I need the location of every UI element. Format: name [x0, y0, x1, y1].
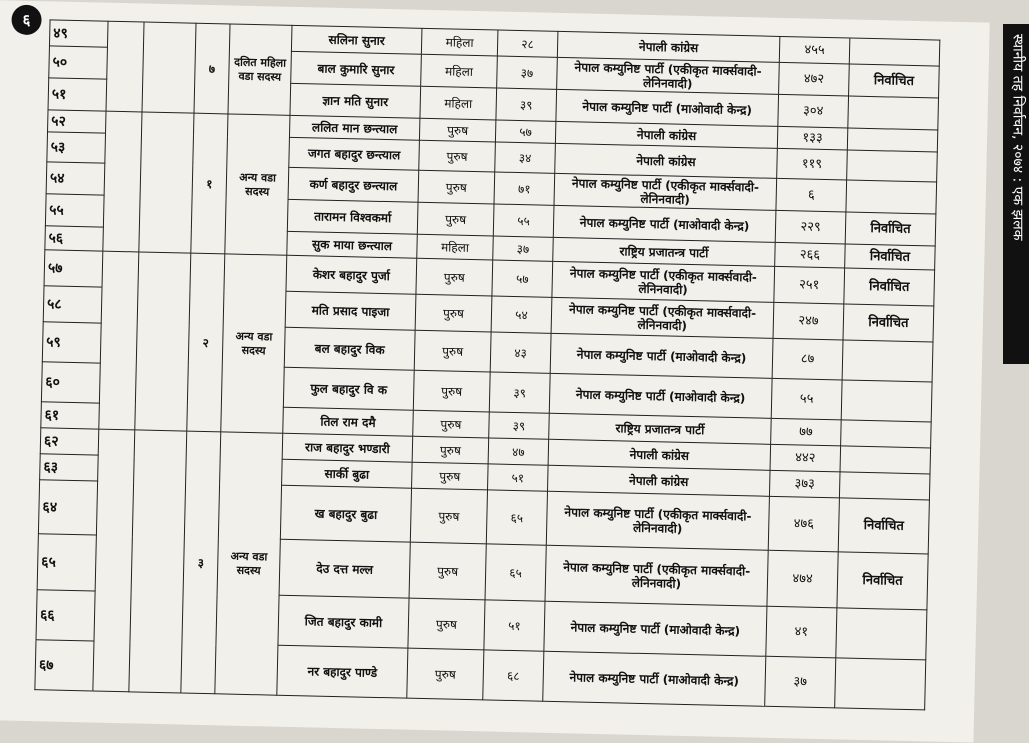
- status: निर्वाचित: [845, 212, 936, 246]
- status: [835, 658, 926, 710]
- gender: पुरुष: [412, 462, 489, 490]
- votes: ११९: [777, 148, 848, 180]
- party: नेपाल कम्युनिष्ट पार्टी (माओवादी केन्द्र): [544, 601, 767, 656]
- age: ७१: [494, 172, 555, 205]
- candidate-name: सुक माया छन्त्याल: [287, 231, 418, 258]
- serial-number: ६५: [37, 534, 96, 591]
- blank-cell: [103, 111, 142, 252]
- candidate-name: सलिना सुनार: [291, 25, 422, 54]
- ward-number: ३: [181, 431, 221, 694]
- candidate-name: बाल कुमारि सुनार: [291, 51, 422, 86]
- serial-number: ५०: [49, 46, 108, 79]
- candidate-name: तिल राम दमै: [283, 407, 414, 436]
- serial-number: ६७: [35, 640, 94, 691]
- votes: ८७: [772, 338, 843, 380]
- candidate-name: राज बहादुर भण्डारी: [282, 433, 413, 462]
- blank-cell: [142, 22, 196, 113]
- gender: पुरुष: [419, 118, 495, 142]
- age: ५५: [493, 204, 554, 237]
- party: राष्ट्रिय प्रजातन्त्र पार्टी: [553, 237, 775, 266]
- serial-number: ५६: [45, 226, 104, 251]
- votes: ३७३: [769, 470, 840, 498]
- party: नेपाल कम्युनिष्ट पार्टी (एकीकृत मार्क्सवादी-लेनिनवादी): [552, 261, 775, 302]
- party: राष्ट्रिय प्रजातन्त्र पार्टी: [549, 413, 772, 444]
- candidate-name: केशर बहादुर पुर्जा: [286, 255, 417, 294]
- votes: २४७: [773, 302, 844, 340]
- status: [849, 38, 940, 66]
- status: [836, 608, 927, 660]
- age: २८: [497, 30, 558, 57]
- age: ५१: [488, 464, 549, 491]
- blank-cell: [93, 429, 135, 692]
- age: ३७: [493, 236, 554, 261]
- gender: महिला: [421, 28, 498, 56]
- candidate-name: जित बहादुर कामी: [278, 595, 409, 648]
- status: [839, 472, 930, 500]
- gender: पुरुष: [413, 370, 490, 412]
- votes: ४७४: [767, 550, 838, 608]
- status: निर्वाचित: [838, 498, 929, 554]
- party: नेपाली कांग्रेस: [547, 465, 770, 496]
- votes: ७७: [771, 418, 842, 446]
- party: नेपाल कम्युनिष्ट पार्टी (माओवादी केन्द्र): [553, 205, 776, 242]
- status: [846, 180, 937, 214]
- gender: पुरुष: [419, 140, 496, 172]
- blank-cell: [139, 112, 194, 253]
- votes: ४७२: [779, 62, 850, 96]
- candidate-name: ललित मान छन्त्याल: [289, 115, 419, 140]
- status: [841, 420, 932, 448]
- ward-number: ७: [194, 23, 230, 114]
- votes: ३०४: [778, 94, 849, 128]
- age: ३७: [497, 56, 558, 89]
- age: ५७: [495, 120, 555, 143]
- party: नेपाल कम्युनिष्ट पार्टी (एकीकृत मार्क्सवादी-लेनिनवादी): [551, 297, 774, 338]
- gender: पुरुष: [407, 648, 484, 700]
- votes: ५५: [771, 378, 842, 420]
- age: ३९: [489, 372, 550, 413]
- gender: महिला: [421, 54, 498, 88]
- status: निर्वाचित: [849, 64, 940, 98]
- age: ३४: [495, 142, 556, 173]
- gender: पुरुष: [413, 410, 490, 438]
- serial-number: ६४: [38, 480, 97, 535]
- party: नेपाल कम्युनिष्ट पार्टी (एकीकृत मार्क्सवादी-लेनिनवादी): [546, 491, 769, 550]
- status: [842, 340, 933, 382]
- gender: पुरुष: [418, 170, 495, 204]
- gender: पुरुष: [415, 294, 492, 332]
- gender: पुरुष: [412, 436, 489, 464]
- serial-number: ५१: [48, 78, 107, 111]
- candidate-name: देउ दत्त मल्ल: [279, 539, 410, 598]
- serial-number: ६२: [40, 428, 99, 455]
- candidate-name: मति प्रसाद पाइजा: [285, 291, 416, 330]
- side-title-banner: स्थानीय तह निर्वाचन, २०७४ : एक झलक: [1003, 24, 1029, 364]
- candidate-name: तारामन विश्वकर्मा: [287, 199, 418, 234]
- age: ५१: [484, 600, 545, 651]
- party: नेपाली कांग्रेस: [548, 439, 771, 470]
- status: [840, 446, 931, 474]
- age: ५७: [492, 260, 553, 297]
- gender: पुरुष: [410, 488, 487, 544]
- votes: ४४२: [770, 444, 841, 472]
- serial-number: ५४: [46, 162, 105, 195]
- status: [847, 128, 937, 152]
- age: ४७: [488, 438, 549, 465]
- gender: महिला: [417, 234, 494, 260]
- post-label: अन्य वडा सदस्य: [221, 254, 287, 433]
- gender: पुरुष: [414, 330, 491, 372]
- ward-number: २: [187, 253, 225, 432]
- serial-number: ५८: [43, 286, 102, 323]
- party: नेपाल कम्युनिष्ट पार्टी (माओवादी केन्द्र): [556, 89, 779, 126]
- post-label: दलित महिला वडा सदस्य: [228, 24, 292, 115]
- party: नेपाल कम्युनिष्ट पार्टी (माओवादी केन्द्र): [543, 651, 766, 706]
- age: ६५: [486, 490, 547, 545]
- votes: १३३: [777, 126, 847, 150]
- serial-number: ६०: [41, 362, 100, 403]
- age: ४३: [490, 332, 551, 373]
- age: ३९: [496, 88, 557, 121]
- candidate-name: नर बहादुर पाण्डे: [277, 645, 408, 698]
- status: निर्वाचित: [844, 268, 935, 306]
- serial-number: ५२: [48, 110, 106, 133]
- serial-number: ५९: [42, 322, 101, 363]
- party: नेपाली कांग्रेस: [555, 121, 777, 148]
- votes: २२९: [775, 210, 846, 244]
- age: ६८: [483, 650, 544, 701]
- candidate-name: बल बहादुर विक: [284, 327, 415, 370]
- candidate-name: जगत बहादुर छन्त्याल: [289, 137, 420, 170]
- party: नेपाल कम्युनिष्ट पार्टी (माओवादी केन्द्र): [550, 333, 773, 378]
- candidate-name: फुल बहादुर वि क: [283, 367, 414, 410]
- post-label: अन्य वडा सदस्य: [225, 114, 290, 255]
- ward-number: १: [191, 113, 228, 254]
- blank-cell: [99, 251, 139, 430]
- age: ३९: [489, 412, 550, 439]
- votes: २६६: [775, 242, 846, 268]
- votes: ४७६: [768, 496, 839, 552]
- votes: २५१: [774, 266, 845, 304]
- blank-cell: [129, 430, 187, 693]
- post-label: अन्य वडा सदस्य: [215, 432, 283, 695]
- age: ६५: [485, 544, 546, 601]
- status: [841, 380, 932, 422]
- age: ५४: [491, 296, 552, 333]
- status: निर्वाचित: [837, 552, 928, 610]
- status: [848, 96, 939, 130]
- candidate-name: ज्ञान मति सुनार: [290, 83, 421, 118]
- party: नेपाली कांग्रेस: [557, 31, 780, 62]
- votes: ४१: [766, 606, 837, 658]
- gender: पुरुष: [417, 202, 494, 236]
- election-results-table: [34, 19, 940, 710]
- page-number-badge: ६: [11, 4, 42, 35]
- gender: पुरुष: [409, 542, 486, 600]
- votes: ४५५: [779, 36, 850, 64]
- candidate-name: ख बहादुर बुढा: [280, 485, 411, 542]
- party: नेपाल कम्युनिष्ट पार्टी (एकीकृत मार्क्सवादी-लेनिनवादी): [545, 545, 768, 606]
- gender: पुरुष: [408, 598, 485, 650]
- candidate-name: सार्की बुढा: [282, 459, 413, 488]
- serial-number: ६६: [36, 590, 95, 641]
- candidate-name: कर्ण बहादुर छन्त्याल: [288, 167, 419, 202]
- party: नेपाल कम्युनिष्ट पार्टी (एकीकृत मार्क्सवादी-लेनिनवादी): [554, 173, 777, 210]
- status: निर्वाचित: [845, 244, 936, 270]
- blank-cell: [106, 21, 144, 112]
- serial-number: ५७: [44, 250, 103, 287]
- gender: महिला: [420, 86, 497, 120]
- serial-number: ५३: [47, 132, 106, 163]
- party: नेपाल कम्युनिष्ट पार्टी (एकीकृत मार्क्सवादी-लेनिनवादी): [557, 57, 780, 94]
- status: [847, 150, 938, 182]
- votes: ३७: [765, 656, 836, 708]
- party: नेपाल कम्युनिष्ट पार्टी (माओवादी केन्द्र): [549, 373, 772, 418]
- blank-cell: [135, 252, 191, 431]
- serial-number: ६१: [41, 402, 100, 429]
- status: निर्वाचित: [843, 304, 934, 342]
- serial-number: ६३: [40, 454, 99, 481]
- votes: ६: [776, 178, 847, 212]
- serial-number: ४९: [49, 20, 108, 47]
- serial-number: ५५: [45, 194, 104, 227]
- party: नेपाली कांग्रेस: [555, 143, 778, 178]
- gender: पुरुष: [416, 258, 493, 296]
